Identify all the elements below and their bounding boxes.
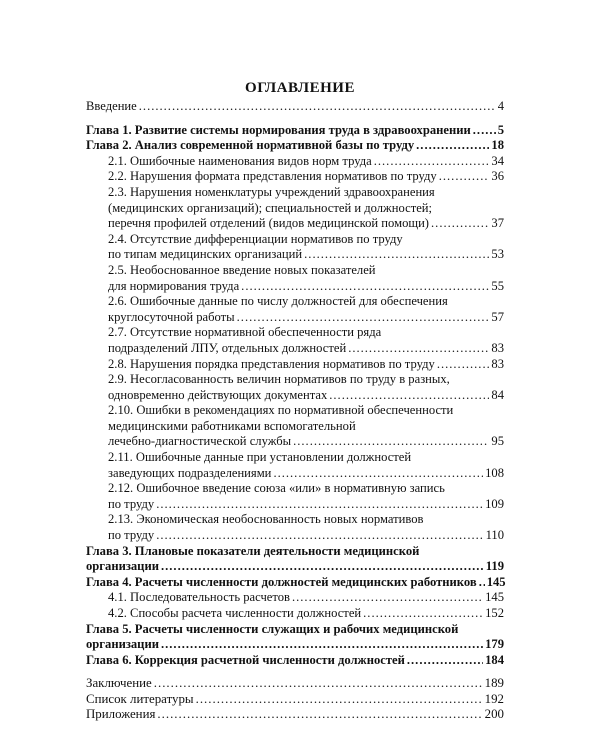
toc-entry-row [86,123,504,139]
toc-entry-row [86,692,504,707]
toc-page-number: 18 [491,138,504,153]
toc-entry-row [108,388,504,404]
toc-page-number: 110 [485,528,504,543]
toc-section-entry [86,372,504,403]
toc-page-number: 119 [485,559,504,574]
toc-page-number: 189 [484,676,504,691]
toc-section-entry [86,590,504,606]
toc-entry-line: (медицинских организаций); специальностей и должностей; [108,200,433,215]
toc-entry [86,99,504,115]
toc-entry-line: 2.4. Отсутствие дифференциации нормативов по труду [108,231,403,246]
dot-leader [304,247,489,263]
toc-entry-title: заведующих подразделениями [108,465,272,480]
toc-section-entry [86,185,504,232]
toc-chapter-entry [86,622,504,653]
toc-page-number: 53 [491,247,504,262]
toc-section-entry [86,512,504,543]
toc-entry-line: 2.11. Ошибочные данные при установлении должностей [108,450,412,465]
toc-page-number: 200 [484,707,504,722]
toc-entry-line: Глава 5. Расчеты численности служащих и рабочих медицинской [86,621,459,636]
toc-entry-row [108,169,504,185]
toc-entry-title: Глава 6. Коррекция расчетной численности должностей [86,652,405,667]
toc-page-number: 179 [485,637,504,652]
toc-entry-row [108,466,504,482]
toc-entry-row [86,559,504,575]
toc-chapter-entry [86,138,504,154]
toc-entry-title: 4.2. Способы расчета численности должностей [108,606,362,620]
toc-entry-title: Список литературы [86,691,194,706]
dot-leader [196,692,483,707]
dot-leader [156,528,483,544]
dot-leader [348,341,489,357]
toc-entry-line: 2.12. Ошибочное введение союза «или» в нормативную запись [108,481,445,496]
toc-entry-title: организации [86,559,159,574]
toc-section-entry [86,263,504,294]
toc-entry [86,676,504,691]
toc-entry-title: лечебно-диагностической службы [108,434,292,449]
toc-page-number: 83 [491,356,504,371]
toc-entry-title: 4.1. Последовательность расчетов [108,590,290,605]
toc-entry-line: 2.3. Нарушения номенклатуры учреждений здравоохранения [108,184,435,199]
toc-entry-title: круглосуточной работы [108,309,235,324]
toc-entry-row [108,357,504,373]
dot-leader [273,466,483,482]
toc-page-number: 37 [491,216,504,231]
toc-entry-row [86,99,504,115]
dot-leader [374,154,490,170]
toc-section-entry [86,325,504,356]
toc-page-number: 83 [491,340,504,355]
toc-entry-row [108,434,504,450]
dot-leader [157,707,482,722]
toc-section-entry [86,357,504,373]
toc-entry-title: Глава 2. Анализ современной нормативной базы по труду [86,138,415,153]
toc-page-number: 109 [485,496,504,511]
toc-page-number: 84 [491,387,504,402]
toc-entry-row [108,606,504,622]
toc-entry-title: подразделений ЛПУ, отдельных должностей [108,340,347,355]
dot-leader [237,310,490,326]
toc-entry-title: организации [86,637,159,652]
toc-entry-row [108,590,504,606]
toc-page-number: 5 [497,122,504,137]
toc-section-entry [86,450,504,481]
toc-page-number: 95 [491,434,504,449]
dot-leader [407,653,483,669]
dot-leader [154,676,483,691]
toc-entry-row [86,653,504,669]
toc-entry-line: 2.5. Необоснованное введение новых показателей [108,262,376,277]
dot-leader [329,388,489,404]
toc-entry [86,692,504,707]
toc-section-entry [86,154,504,170]
toc-entry-row [108,247,504,263]
toc-entry-title: по типам медицинских организаций [108,247,303,262]
dot-leader [473,123,496,139]
toc-chapter-entry [86,653,504,669]
toc-entry-row [108,528,504,544]
toc-section-entry [86,403,504,450]
dot-leader [293,434,489,450]
dot-leader [241,279,489,295]
toc-entry-row [86,676,504,691]
toc-entry-title: одновременно действующих документах [108,387,328,402]
toc-entry-line: медицинскими работниками вспомогательной [108,418,356,433]
dot-leader [161,637,483,653]
toc-section-entry [86,606,504,622]
toc-entry-title: 2.2. Нарушения формата представления нормативов по труду [108,169,437,184]
toc-page-number: 184 [485,652,504,667]
toc-entry-title: 2.8. Нарушения порядка представления нормативов по труду [108,356,435,371]
toc-entry-row [108,154,504,170]
toc-page-number: 4 [497,99,504,113]
toc-page-number: 57 [491,309,504,324]
toc-entry-title: по труду [108,496,155,511]
toc-entry-title: Глава 1. Развитие системы нормирования труда в здравоохранении [86,122,471,137]
toc-entry-title: Глава 4. Расчеты численности должностей медицинских работников [86,574,477,589]
toc-section-entry [86,481,504,512]
toc-page-number: 145 [486,574,506,589]
toc-entry-line: 2.9. Несогласованность величин нормативов по труду в разных, [108,372,450,387]
dot-leader [479,575,485,591]
toc-entry-title: Приложения [86,707,156,722]
toc-entry-row [108,216,504,232]
dot-leader [363,606,483,622]
dot-leader [156,497,483,513]
dot-leader [437,357,490,373]
toc-entry-row [108,279,504,295]
toc-entry-row [108,310,504,326]
dot-leader [292,590,483,606]
toc-page-number: 152 [485,606,504,620]
toc-entry-title: 2.1. Ошибочные наименования видов норм труда [108,153,372,168]
toc-page-number: 34 [491,153,504,168]
toc-entry-row [108,341,504,357]
toc-entry-line: 2.7. Отсутствие нормативной обеспеченности ряда [108,325,382,340]
toc-entry-line: 2.13. Экономическая необоснованность новых нормативов [108,512,424,527]
toc-page-number: 36 [491,169,504,184]
toc-entry-title: Заключение [86,676,152,691]
toc-entry-row [86,637,504,653]
toc-section-entry [86,169,504,185]
toc-chapter-entry [86,575,504,591]
toc-entry-title: Введение [86,99,137,113]
page-title: ОГЛАВЛЕНИЕ [245,80,355,96]
toc-page-number: 55 [491,278,504,293]
toc-page-number: 192 [484,691,504,706]
toc-section-entry [86,294,504,325]
toc-entry-line: 2.10. Ошибки в рекомендациях по нормативной обеспеченности [108,403,454,418]
toc-page-number: 145 [485,590,504,605]
toc-entry-row [108,497,504,513]
dot-leader [161,559,484,575]
toc-entry-line: 2.6. Ошибочные данные по числу должностей для обеспечения [108,294,448,309]
toc-chapter-entry [86,123,504,139]
toc-entry-line: Глава 3. Плановые показатели деятельности медицинской [86,543,420,558]
toc-page-number: 108 [485,465,504,480]
dot-leader [139,99,496,115]
toc-entry [86,707,504,722]
toc-entry-row [86,138,504,154]
dot-leader [439,169,490,185]
dot-leader [431,216,489,232]
toc-entry-title: по труду [108,528,155,543]
toc-chapter-entry [86,544,504,575]
toc-entry-row [86,707,504,722]
dot-leader [416,138,489,154]
toc-entry-title: перечня профилей отделений (видов медицинской помощи) [108,216,430,231]
table-of-contents [86,99,504,723]
toc-section-entry [86,232,504,263]
toc-entry-title: для нормирования труда [108,278,240,293]
toc-entry-row [86,575,504,591]
